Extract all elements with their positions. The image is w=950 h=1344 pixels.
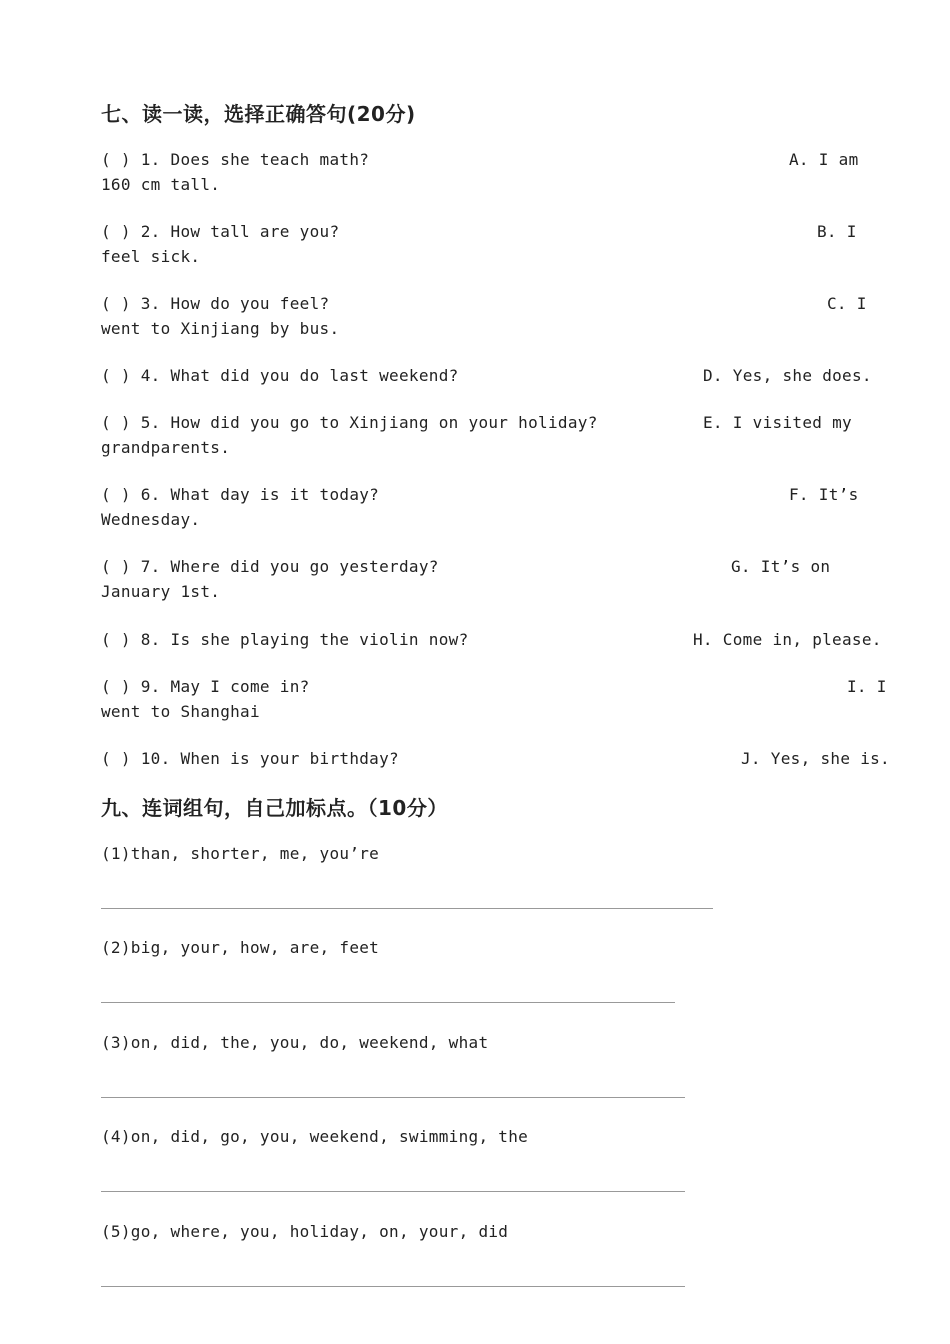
answer-option-i: I. I	[847, 677, 887, 696]
answer-option-a-cont: 160 cm tall.	[101, 175, 221, 194]
section7-heading: 七、读一读，选择正确答句(20分)	[101, 102, 416, 126]
answer-option-h: H. Come in, please.	[693, 630, 882, 649]
answer-line-2	[101, 1002, 675, 1003]
answer-option-e-cont: grandparents.	[101, 438, 231, 457]
word-prompt-5: (5)go, where, you, holiday, on, your, did	[101, 1222, 509, 1241]
question-4: ( ) 4. What did you do last weekend?	[101, 366, 459, 385]
answer-line-4	[101, 1191, 685, 1192]
question-8: ( ) 8. Is she playing the violin now?	[101, 630, 469, 649]
answer-line-3	[101, 1097, 685, 1098]
answer-option-g-cont: January 1st.	[101, 582, 221, 601]
answer-option-j: J. Yes, she is.	[741, 749, 890, 768]
word-prompt-1: (1)than, shorter, me, you’re	[101, 844, 380, 863]
answer-option-b-cont: feel sick.	[101, 247, 201, 266]
question-9: ( ) 9. May I come in?	[101, 677, 310, 696]
word-prompt-4: (4)on, did, go, you, weekend, swimming, the	[101, 1127, 529, 1146]
answer-option-c: C. I	[827, 294, 867, 313]
answer-option-e: E. I visited my	[703, 413, 852, 432]
question-7: ( ) 7. Where did you go yesterday?	[101, 557, 439, 576]
question-2: ( ) 2. How tall are you?	[101, 222, 340, 241]
question-1: ( ) 1. Does she teach math?	[101, 150, 370, 169]
answer-option-g: G. It’s on	[731, 557, 831, 576]
question-5: ( ) 5. How did you go to Xinjiang on your holiday?	[101, 413, 598, 432]
question-3: ( ) 3. How do you feel?	[101, 294, 330, 313]
word-prompt-2: (2)big, your, how, are, feet	[101, 938, 380, 957]
section9-heading: 九、连词组句，自己加标点。（10分）	[101, 796, 448, 820]
answer-option-d: D. Yes, she does.	[703, 366, 872, 385]
answer-option-a: A. I am	[789, 150, 859, 169]
word-prompt-3: (3)on, did, the, you, do, weekend, what	[101, 1033, 489, 1052]
answer-option-b: B. I	[817, 222, 857, 241]
answer-option-f: F. It’s	[789, 485, 859, 504]
answer-option-i-cont: went to Shanghai	[101, 702, 260, 721]
answer-line-5	[101, 1286, 685, 1287]
answer-option-c-cont: went to Xinjiang by bus.	[101, 319, 340, 338]
answer-option-f-cont: Wednesday.	[101, 510, 201, 529]
answer-line-1	[101, 908, 713, 909]
question-6: ( ) 6. What day is it today?	[101, 485, 380, 504]
question-10: ( ) 10. When is your birthday?	[101, 749, 399, 768]
